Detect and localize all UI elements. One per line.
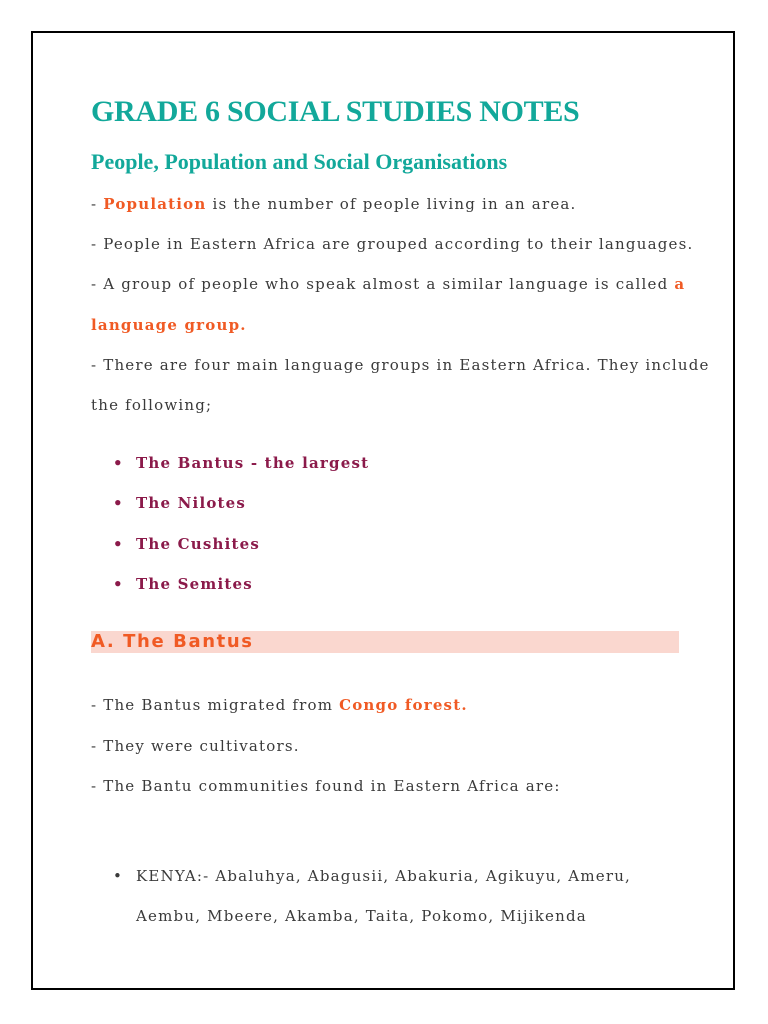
- list-item: [91, 574, 253, 594]
- list-item-label: The Bantus - the largest: [136, 454, 370, 472]
- kenya-communities-line1: KENYA:- Abaluhya, Abagusii, Abakuria, Agikuyu, Ameru,: [136, 867, 632, 885]
- intro-line-following: the following;: [91, 396, 213, 414]
- line-text: - A group of people who speak almost a similar language is called: [91, 275, 675, 293]
- intro-line-four-groups: - There are four main language groups in Eastern Africa. They include: [91, 356, 710, 374]
- term-congo-forest: Congo forest.: [339, 696, 468, 714]
- bantus-line-migration: [91, 695, 468, 715]
- list-item-label: The Semites: [136, 575, 253, 593]
- list-item: [91, 493, 246, 513]
- bullet-icon: •: [113, 494, 124, 512]
- bullet-icon: •: [113, 454, 124, 472]
- list-item-label: The Cushites: [136, 535, 261, 553]
- document-subtitle: People, Population and Social Organisations: [91, 149, 508, 174]
- intro-line-language-group: [91, 274, 685, 294]
- list-item: [91, 866, 631, 886]
- term-population: Population: [103, 195, 207, 213]
- bullet-icon: •: [113, 535, 124, 553]
- document-title: GRADE 6 SOCIAL STUDIES NOTES: [91, 95, 580, 128]
- kenya-communities-line2: Aembu, Mbeere, Akamba, Taita, Pokomo, Mijikenda: [136, 907, 587, 925]
- term-language-group: language group.: [91, 316, 247, 334]
- line-text: is the number of people living in an area.: [206, 195, 577, 213]
- term-language-group-a: a: [674, 275, 686, 293]
- bullet-icon: •: [113, 575, 124, 593]
- list-item: [91, 534, 260, 554]
- bantus-line-communities: - The Bantu communities found in Eastern Africa are:: [91, 777, 561, 795]
- line-prefix: -: [91, 195, 104, 213]
- intro-line-population: [91, 194, 577, 214]
- bullet-icon: •: [113, 867, 124, 885]
- document-page: [31, 31, 735, 990]
- line-text: - The Bantus migrated from: [91, 696, 340, 714]
- list-item-label: The Nilotes: [136, 494, 247, 512]
- bantus-line-cultivators: - They were cultivators.: [91, 737, 300, 755]
- section-heading-bantus: A. The Bantus: [91, 631, 254, 652]
- intro-line-grouping: - People in Eastern Africa are grouped according to their languages.: [91, 235, 694, 253]
- intro-line-language-group-cont: [91, 315, 247, 335]
- list-item: [91, 453, 369, 473]
